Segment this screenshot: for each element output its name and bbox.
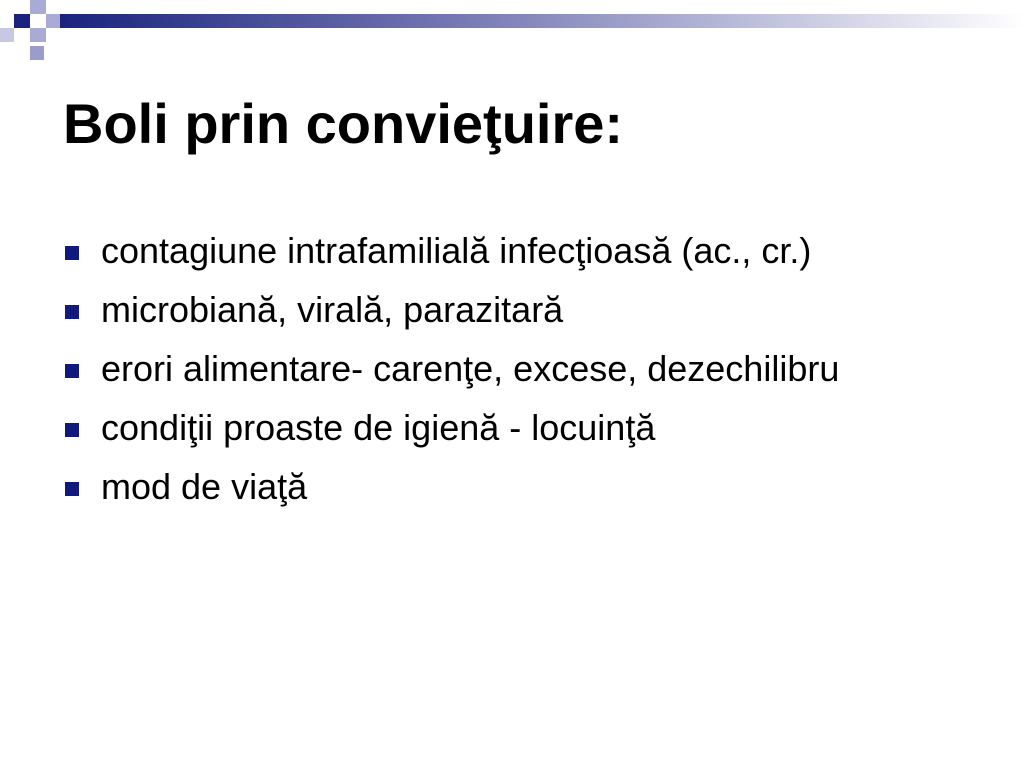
header-checker-icon — [0, 0, 60, 60]
slide-title: Boli prin convieţuire: — [63, 92, 624, 155]
list-item-text: microbiană, virală, parazitară — [101, 289, 564, 330]
list-item-text: condiţii proaste de igienă - locuinţă — [101, 407, 656, 448]
square-bullet-icon — [65, 246, 79, 260]
bullet-list — [63, 226, 963, 521]
list-item-text: contagiune intrafamilială infecţioasă (ac., cr.) — [101, 230, 812, 271]
header-gradient-band — [60, 14, 1024, 28]
square-bullet-icon — [65, 364, 79, 378]
list-item — [63, 403, 931, 453]
list-item — [63, 344, 931, 394]
list-item — [63, 285, 931, 335]
list-item-text: mod de viaţă — [101, 466, 308, 507]
list-item — [63, 226, 931, 276]
header-decoration — [0, 0, 1024, 64]
square-bullet-icon — [65, 482, 79, 496]
list-item — [63, 462, 931, 512]
square-bullet-icon — [65, 305, 79, 319]
list-item-text: erori alimentare- carenţe, excese, dezechilibru — [101, 348, 840, 389]
square-bullet-icon — [65, 423, 79, 437]
